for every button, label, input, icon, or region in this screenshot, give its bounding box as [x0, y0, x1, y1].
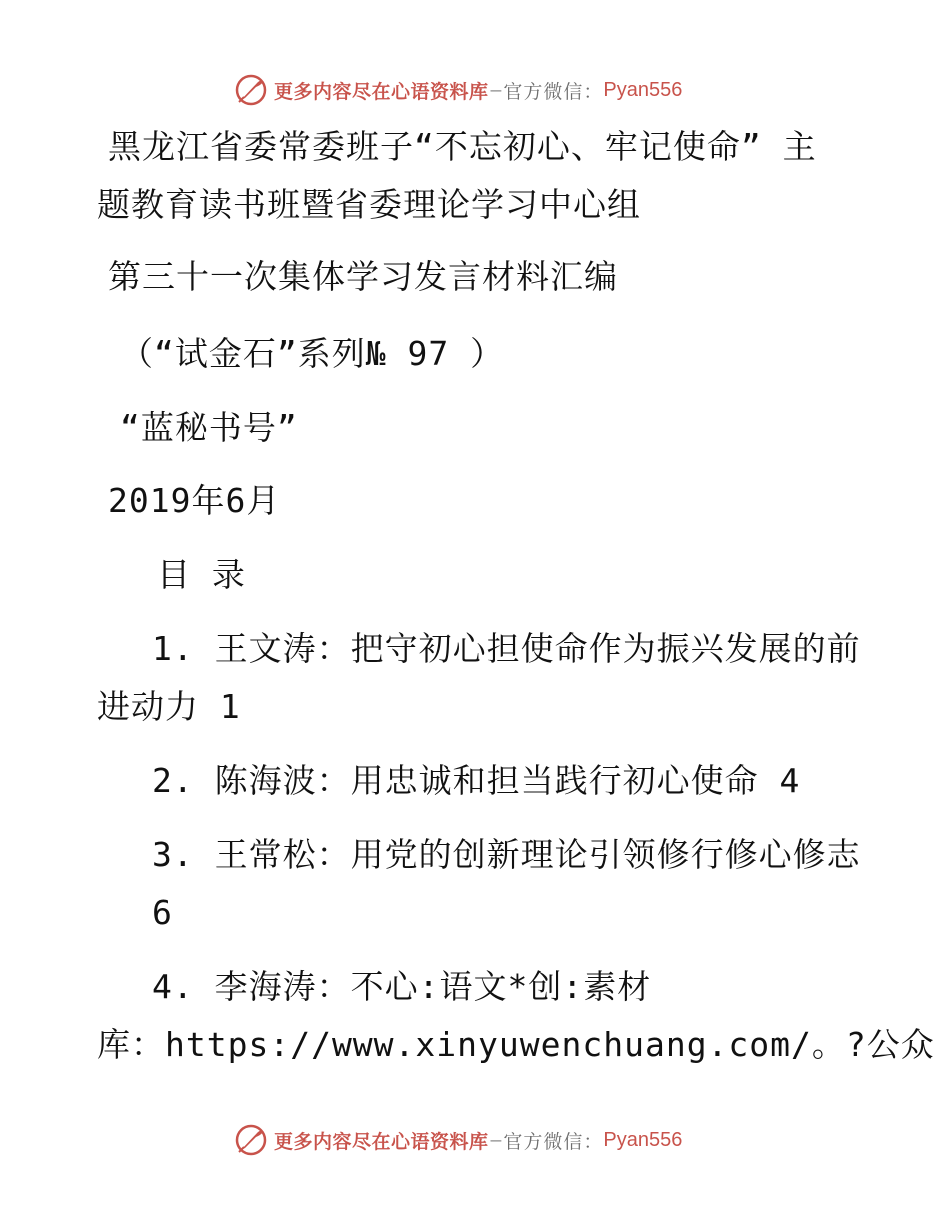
watermark-separator: —	[490, 79, 502, 101]
watermark-label: 官方微信：	[503, 80, 604, 103]
watermark-separator: —	[490, 1129, 502, 1151]
header-watermark	[234, 70, 714, 110]
watermark-text: 更多内容尽在心语资料库	[274, 1130, 489, 1153]
toc-item-1-line-2: 进动力 1	[97, 687, 241, 726]
feather-pen-logo-icon	[234, 1123, 268, 1157]
toc-item-2: 2. 陈海波：用忠诚和担当践行初心使命 4	[152, 761, 801, 800]
title-line-1: 黑龙江省委常委班子“不忘初心、牢记使命” 主	[108, 127, 817, 166]
toc-heading: 目 录	[157, 555, 246, 594]
toc-item-1-line-1: 1. 王文涛：把守初心担使命作为振兴发展的前	[152, 629, 861, 668]
feather-pen-logo-icon	[234, 73, 268, 107]
toc-item-4-line-2: 库：https://www.xinyuwenchuang.com/。?公众	[97, 1025, 935, 1064]
title-line-2: 题教育读书班暨省委理论学习中心组	[97, 185, 641, 224]
date-label: 2019年6月	[108, 481, 281, 520]
watermark-id: Pyan556	[603, 78, 683, 101]
watermark-label: 官方微信：	[503, 1130, 604, 1153]
watermark-text: 更多内容尽在心语资料库	[274, 80, 489, 103]
toc-item-3-line-2: 6	[152, 893, 173, 932]
subtitle: 第三十一次集体学习发言材料汇编	[108, 257, 618, 296]
series-label: （“试金石”系列№ 97 ）	[120, 334, 505, 373]
publisher-label: “蓝秘书号”	[120, 408, 298, 447]
toc-item-3-line-1: 3. 王常松：用党的创新理论引领修行修心修志	[152, 835, 861, 874]
footer-watermark	[234, 1120, 714, 1160]
toc-item-4-line-1: 4. 李海涛：不心:语文*创:素材	[152, 967, 652, 1006]
watermark-id: Pyan556	[603, 1128, 683, 1151]
